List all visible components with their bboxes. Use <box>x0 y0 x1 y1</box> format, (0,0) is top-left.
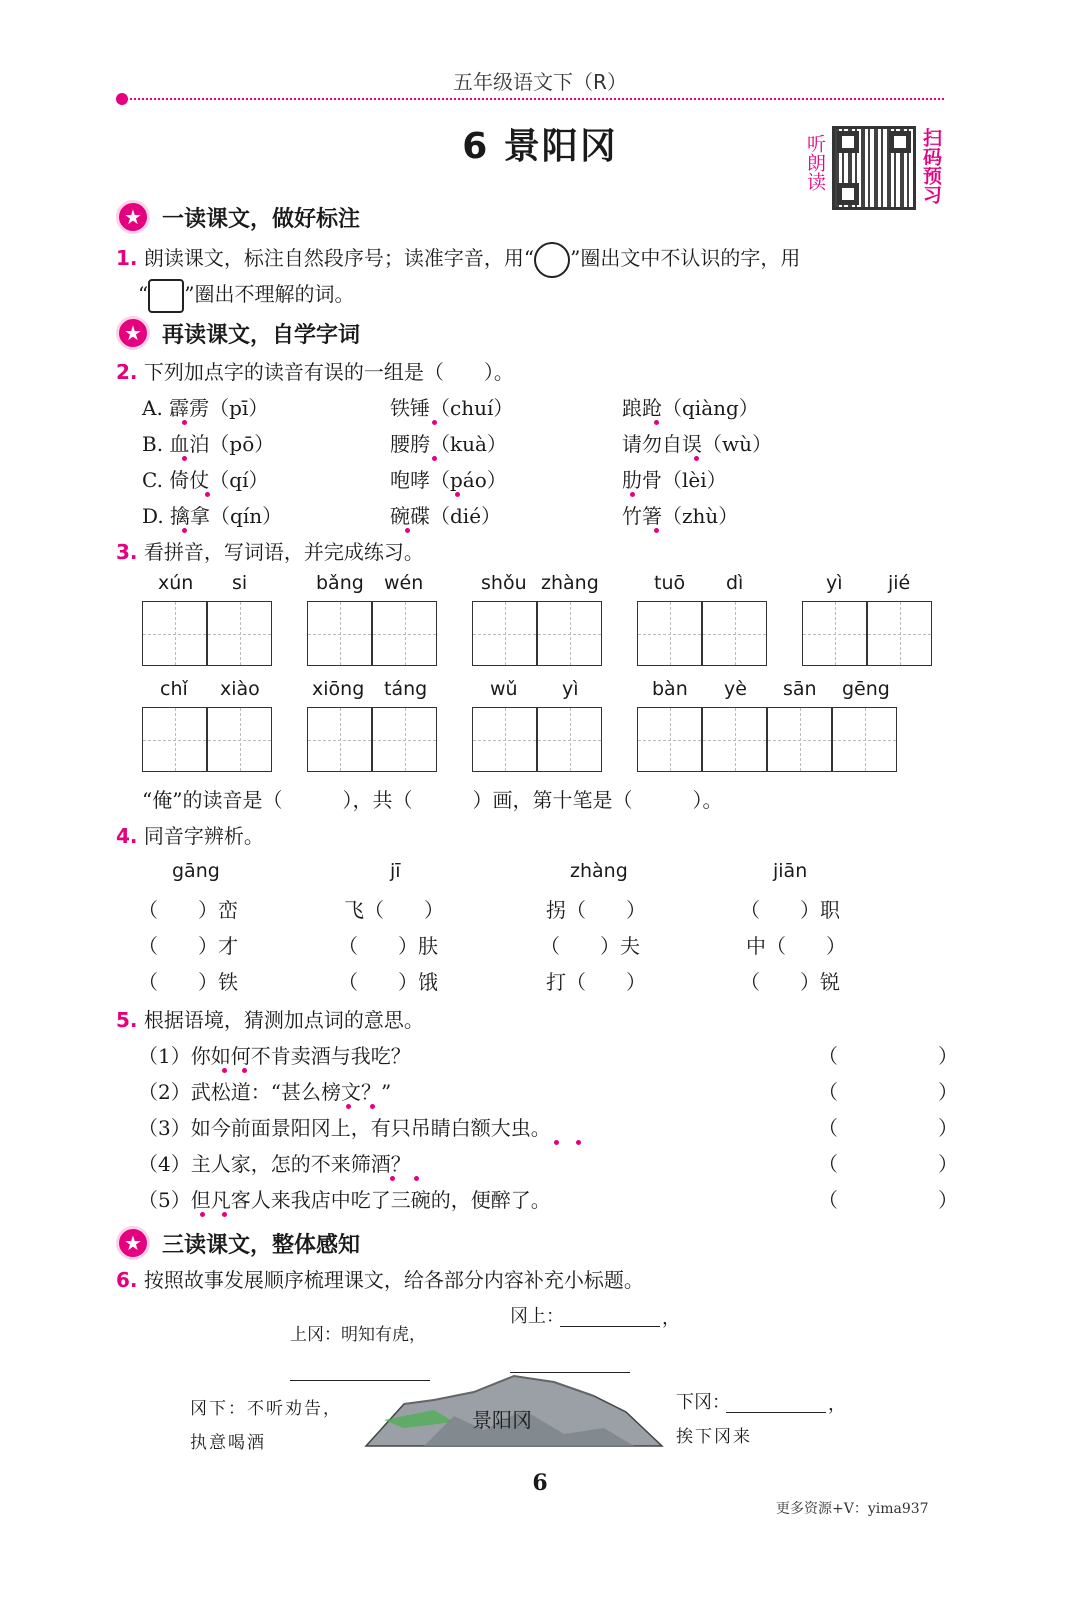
question-4: 4. 同音字辨析。 <box>116 824 264 848</box>
section-title: 一读课文，做好标注 <box>162 206 361 232</box>
emphasis-dot <box>694 456 699 461</box>
fill-blank[interactable]: 拐（ ） <box>546 898 646 922</box>
mountain-label: 景阳冈 <box>472 1408 532 1432</box>
fill-blank[interactable]: （ ）才 <box>138 934 238 958</box>
emphasis-dot <box>432 456 437 461</box>
context-item: （5）但凡客人来我店中吃了三碗的，便醉了。 <box>138 1188 551 1212</box>
pinyin: tuō <box>654 572 686 594</box>
emphasis-dot <box>455 492 460 497</box>
pinyin: wén <box>384 572 424 594</box>
writing-box[interactable] <box>472 707 537 772</box>
pinyin: sān <box>783 678 817 700</box>
writing-box[interactable] <box>537 601 602 666</box>
pinyin: jī <box>390 860 401 882</box>
answer-blank[interactable]: （ ） <box>818 1116 958 1140</box>
option-row-c: C. 倚仗（qí） 咆哮（páo） 肋骨（lèi） <box>142 468 727 492</box>
pinyin: gāng <box>172 860 220 882</box>
section-title: 三读课文，整体感知 <box>162 1232 361 1258</box>
question-1: 1. 朗读课文，标注自然段序号；读准字音，用“ ”圈出文中不认识的字，用 <box>116 240 946 278</box>
emphasis-dot <box>414 1176 419 1181</box>
question-6: 6. 按照故事发展顺序梳理课文，给各部分内容补充小标题。 <box>116 1268 644 1292</box>
emphasis-dot <box>554 1140 559 1145</box>
writing-box[interactable] <box>472 601 537 666</box>
writing-box[interactable] <box>867 601 932 666</box>
pinyin: xún <box>158 572 194 594</box>
option-row-a: A. 霹雳（pī） 铁锤（chuí） 踉跄（qiàng） <box>142 396 759 420</box>
star-icon: ★ <box>116 200 150 234</box>
writing-box[interactable] <box>767 707 832 772</box>
fill-blank[interactable]: （ ）夫 <box>540 934 640 958</box>
emphasis-dot <box>432 420 437 425</box>
pinyin: dì <box>726 572 744 594</box>
answer-blank[interactable]: （ ） <box>818 1188 958 1212</box>
lesson-title: 6 景阳冈 <box>462 126 618 167</box>
writing-box[interactable] <box>307 601 372 666</box>
writing-box[interactable] <box>307 707 372 772</box>
writing-box[interactable] <box>372 707 437 772</box>
qr-label-left: 听朗读 <box>804 134 826 191</box>
section-title: 再读课文，自学字词 <box>162 322 361 348</box>
pinyin: jiān <box>773 860 808 882</box>
pinyin: yì <box>562 678 579 700</box>
context-item: （3）如今前面景阳冈上，有只吊睛白额大虫。 <box>138 1116 551 1140</box>
pinyin: gēng <box>842 678 890 700</box>
star-icon: ★ <box>116 316 150 350</box>
answer-blank[interactable]: （ ） <box>818 1080 958 1104</box>
stage-left-label-2: 执意喝酒 <box>190 1433 266 1453</box>
emphasis-dot <box>576 1140 581 1145</box>
emphasis-dot <box>205 492 210 497</box>
option-row-b: B. 血泊（pō） 腰胯（kuà） 请勿自误（wù） <box>142 432 772 456</box>
fill-blank[interactable]: （ ）峦 <box>138 898 238 922</box>
emphasis-dot <box>222 1212 227 1217</box>
option-row-d: D. 擒拿（qín） 碗碟（dié） 竹箸（zhù） <box>142 504 739 528</box>
q2-options <box>142 392 942 536</box>
fill-blank[interactable]: 中（ ） <box>746 934 846 958</box>
circle-symbol <box>534 242 570 278</box>
section-3 <box>116 1226 360 1260</box>
fill-blank[interactable]: 飞（ ） <box>344 898 444 922</box>
stage-left-label: 冈下：不听劝告， <box>190 1399 342 1419</box>
box-symbol <box>148 279 184 313</box>
writing-box[interactable] <box>537 707 602 772</box>
writing-box[interactable] <box>372 601 437 666</box>
question-5: 5. 根据语境，猜测加点词的意思。 <box>116 1008 424 1032</box>
writing-box[interactable] <box>207 601 272 666</box>
comma: ， <box>828 1394 846 1415</box>
pinyin: chǐ <box>160 678 188 700</box>
pinyin: zhàng <box>541 572 599 594</box>
writing-box[interactable] <box>702 707 767 772</box>
pinyin: shǒu <box>481 572 527 594</box>
stage-right-blank[interactable] <box>726 1412 826 1413</box>
pinyin: bǎng <box>316 572 364 594</box>
context-item: （2）武松道：“甚么榜文？” <box>138 1080 392 1104</box>
header-rule <box>118 98 944 100</box>
context-item: （1）你如何不肯卖酒与我吃？ <box>138 1044 411 1068</box>
pinyin: xiōng <box>312 678 365 700</box>
pinyin: jié <box>888 572 911 594</box>
emphasis-dot <box>222 1068 227 1073</box>
writing-box[interactable] <box>637 707 702 772</box>
stage-right-label-2: 挨下冈来 <box>676 1427 752 1447</box>
writing-box[interactable] <box>637 601 702 666</box>
q3-tail: “俺”的读音是（ ），共（ ）画，第十笔是（ ）。 <box>142 788 723 812</box>
book-header: 五年级语文下（R） <box>453 70 627 94</box>
qr-code-icon[interactable] <box>832 126 916 210</box>
emphasis-dot <box>200 1212 205 1217</box>
pinyin: bàn <box>652 678 688 700</box>
writing-box[interactable] <box>702 601 767 666</box>
pinyin: si <box>232 572 248 594</box>
fill-blank[interactable]: （ ）饿 <box>338 970 438 994</box>
pinyin: táng <box>384 678 428 700</box>
emphasis-dot <box>654 528 659 533</box>
emphasis-dot <box>242 1068 247 1073</box>
fill-blank[interactable]: （ ）肤 <box>338 934 438 958</box>
section-2 <box>116 316 360 350</box>
writing-box[interactable] <box>802 601 867 666</box>
fill-blank[interactable]: 打（ ） <box>546 970 646 994</box>
section-1 <box>116 200 360 234</box>
footer-note: 更多资源+V：yima937 <box>776 1501 929 1517</box>
emphasis-dot <box>654 420 659 425</box>
emphasis-dot <box>390 1176 395 1181</box>
context-item: （4）主人家，怎的不来筛酒？ <box>138 1152 411 1176</box>
emphasis-dot <box>182 528 187 533</box>
emphasis-dot <box>182 420 187 425</box>
emphasis-dot <box>405 528 410 533</box>
writing-box[interactable] <box>832 707 897 772</box>
question-2: 2. 下列加点字的读音有误的一组是（ ）。 <box>116 360 514 384</box>
emphasis-dot <box>346 1104 351 1109</box>
emphasis-dot <box>630 492 635 497</box>
pinyin: yè <box>724 678 747 700</box>
question-3: 3. 看拼音，写词语，并完成练习。 <box>116 540 424 564</box>
emphasis-dot <box>182 456 187 461</box>
fill-blank[interactable]: （ ）铁 <box>138 970 238 994</box>
question-1-line2: “ ”圈出不理解的词。 <box>138 276 354 313</box>
stage-top-blank[interactable] <box>560 1326 660 1327</box>
answer-blank[interactable]: （ ） <box>818 1044 958 1068</box>
fill-blank[interactable]: （ ）锐 <box>740 970 840 994</box>
writing-box[interactable] <box>207 707 272 772</box>
pinyin: yì <box>826 572 843 594</box>
star-icon: ★ <box>116 1226 150 1260</box>
writing-box[interactable] <box>142 707 207 772</box>
qr-label-right: 扫码预习 <box>920 128 942 204</box>
comma: ， <box>662 1308 680 1329</box>
emphasis-dot <box>370 1104 375 1109</box>
pinyin: wǔ <box>490 678 518 700</box>
pinyin: zhàng <box>570 860 628 882</box>
fill-blank[interactable]: （ ）职 <box>740 898 840 922</box>
pinyin: xiào <box>220 678 260 700</box>
page-number: 6 <box>532 1470 548 1496</box>
stage-up-label: 上冈：明知有虎， <box>290 1325 426 1345</box>
answer-blank[interactable]: （ ） <box>818 1152 958 1176</box>
stage-top-label: 冈上： <box>510 1306 564 1327</box>
writing-box[interactable] <box>142 601 207 666</box>
stage-right-label: 下冈： <box>676 1392 730 1413</box>
